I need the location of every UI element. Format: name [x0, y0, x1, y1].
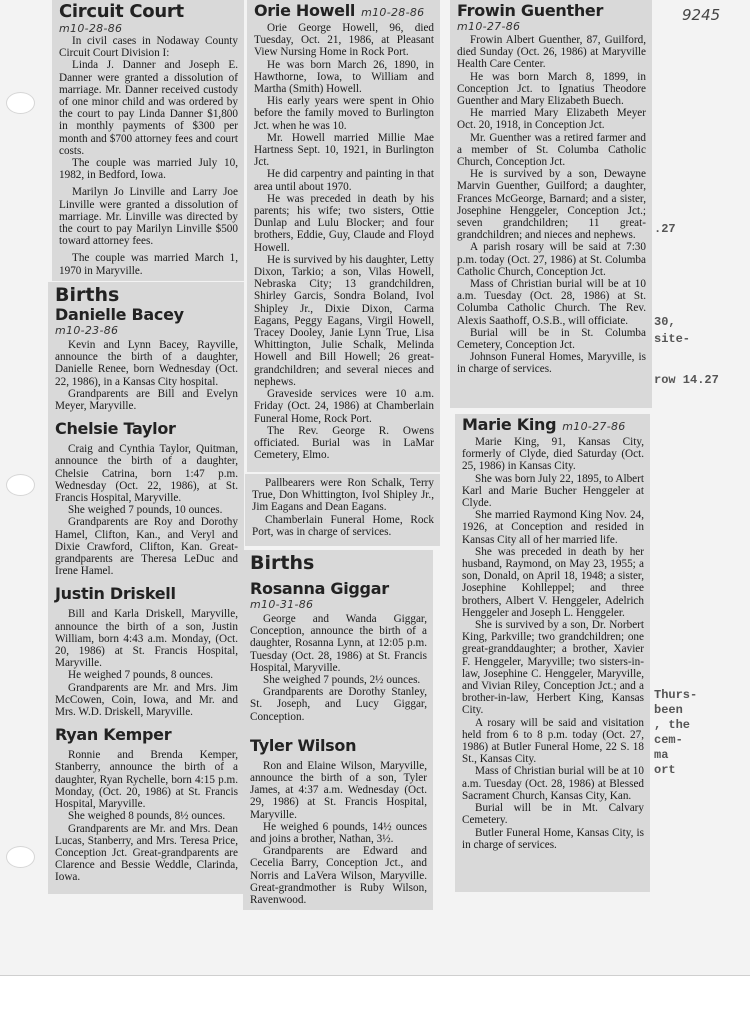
paragraph: Chamberlain Funeral Home, Rock Port, was in charge of services. — [252, 513, 434, 538]
paragraph: Pallbearers were Ron Schalk, Terry True, Don Whittington, Ivol Shipley Jr., Jim Eagans and Dean Eagans. — [252, 477, 434, 514]
paragraph: She weighed 7 pounds, 2½ ounces. — [263, 674, 421, 687]
section-heading: Births — [250, 552, 315, 574]
heading: Tyler Wilson — [250, 735, 357, 755]
paragraph: Grandparents are Roy and Dorothy Hamel, Clifton, Kan., and Veryl and Dixie Crawford, Clifton, Kan. Great-grandparents are Theresa LeDuc and Irene Hamel. — [55, 516, 238, 578]
paragraph: Frowin Albert Guenther, 87, Guilford, died Sunday (Oct. 26, 1986) at Maryville Health Care Center. — [457, 34, 646, 71]
paragraph: Grandparents are Edward and Cecelia Barry, Conception Jct., and Norris and LaVera Wilson, Maryville. Great-grandmother is Ruby Wilson, Ravenwood. — [250, 845, 427, 907]
paragraph: Grandparents are Mr. and Mrs. Dean Lucas, Stanberry, and Mrs. Teresa Price, Conception Jct. Great-grandparents are Clarence and Bessie Weddle, Clarinda, Iowa. — [55, 822, 238, 884]
section-heading: Births — [55, 284, 120, 306]
article-body — [250, 613, 427, 723]
paragraph: She was preceded in death by her husband, Raymond, on May 23, 1955; a son, Donald, on April 18, 1948; a sister, Josephine Kohlleppel; and three brothers, Albert V. Henggeler, Adelrich Henggeler and Joseph L. Henggeler. — [462, 545, 644, 619]
paragraph: Grandparents are Bill and Evelyn Meyer, Maryville. — [55, 387, 238, 413]
article-body — [59, 186, 238, 247]
paragraph: The Rev. George R. Owens officiated. Burial was in LaMar Cemetery, Elmo. — [254, 424, 434, 462]
clipping-frowin-guenther — [450, 0, 652, 408]
article-body — [462, 436, 644, 851]
paragraph: In civil cases in Nodaway County Circuit Court Division I: — [59, 35, 238, 60]
article-body — [55, 339, 238, 412]
paragraph: She married Raymond King Nov. 24, 1926, at Conception and resided in Kansas City all of her married life. — [462, 509, 644, 546]
margin-fragment: ort — [654, 763, 676, 777]
heading-row — [254, 2, 434, 20]
heading: Chelsie Taylor — [55, 419, 176, 439]
margin-fragment: been — [654, 703, 683, 717]
heading: Danielle Bacey — [55, 305, 184, 324]
margin-fragment: 30, — [654, 315, 676, 329]
paragraph: Craig and Cynthia Taylor, Quitman, announce the birth of a daughter, Chelsie Catrina, born 1:47 p.m. Wednesday (Oct. 22, 1986), at St. Francis Hospital, Maryville. — [55, 443, 238, 505]
paragraph: The couple was married July 10, 1982, in Bedford, Iowa. — [59, 157, 238, 182]
handwritten-date-note: m10-23-86 — [55, 324, 119, 337]
paragraph: A rosary will be said and visitation held from 6 to 8 p.m. today (Oct. 27, 1986) at Butler Funeral Home, 22 S. 18 St., Kansas City. — [462, 716, 644, 766]
paragraph: His early years were spent in Ohio before the family moved to Burlington Jct. when he was 10. — [254, 95, 434, 132]
paragraph: Burial will be in St. Columba Cemetery, Conception Jct. — [457, 326, 646, 352]
paragraph: He was born March 8, 1899, in Conception Jct. to Ignatius Theodore Guenther and Mary Elizabeth Buech. — [457, 70, 646, 108]
clipping-births-left — [48, 282, 244, 894]
heading: Rosanna Giggar — [250, 579, 389, 598]
paragraph: Ronnie and Brenda Kemper, Stanberry, announce the birth of a daughter, Ryan Rychelle, born 4:15 p.m. Monday, (Oct. 20, 1986) at St. Francis Hospital, Maryville. — [55, 749, 238, 811]
article-body — [55, 443, 238, 577]
margin-fragment: site- — [654, 332, 691, 346]
punch-hole — [6, 846, 35, 868]
heading-row — [462, 416, 644, 434]
handwritten-date-note: m10-28-86 — [59, 22, 123, 35]
paragraph: Burial will be in Mt. Calvary Cemetery. — [462, 802, 644, 827]
paragraph: Graveside services were 10 a.m. Friday (Oct. 24, 1986) at Chamberlain Funeral Home, Rock Port. — [254, 388, 434, 425]
margin-fragment: row 14.27 — [654, 373, 719, 387]
article-body — [55, 608, 238, 718]
paragraph: Mass of Christian burial will be at 10 a.m. Tuesday (Oct. 28, 1986) at Blessed Sacrament Church, Kansas City, Kan. — [462, 765, 644, 802]
paragraph: The couple was married March 1, 1970 in Maryville. — [59, 252, 238, 277]
paragraph: She weighed 7 pounds, 10 ounces. — [68, 504, 223, 517]
paragraph: Grandparents are Mr. and Mrs. Jim McCowen, Coin, Iowa, and Mr. and Mrs. W.D. Driskell, Maryville. — [55, 681, 238, 719]
paragraph: He did carpentry and painting in that area until about 1970. — [254, 168, 434, 193]
paragraph: She weighed 8 pounds, 8½ ounces. — [68, 810, 226, 823]
paragraph: He married Mary Elizabeth Meyer Oct. 20, 1918, in Conception Jct. — [457, 107, 646, 132]
paragraph: He weighed 7 pounds, 8 ounces. — [68, 669, 214, 682]
paragraph: Mr. Howell married Millie Mae Hartness Sept. 10, 1921, in Burlington Jct. — [254, 131, 434, 169]
paragraph: George and Wanda Giggar, Conception, announce the birth of a daughter, Rosanna Lynn, at 12:05 p.m. Tuesday (Oct. 28, 1986) at St. Francis Hospital, Maryville. — [250, 613, 427, 674]
paragraph: Marilyn Jo Linville and Larry Joe Linville were granted a dissolution of marriage. Mr. Linville was directed by the court to pay Marilyn Linville $500 toward attorney fees. — [59, 186, 238, 248]
handwritten-date-note: m10-27-86 — [457, 20, 521, 33]
heading: Justin Driskell — [55, 584, 176, 604]
paragraph: He weighed 6 pounds, 14½ ounces and joins a brother, Nathan, 3½. — [250, 820, 427, 846]
article-body — [59, 35, 238, 181]
handwritten-page-number: 9245 — [682, 6, 721, 24]
paragraph: Ron and Elaine Wilson, Maryville, announce the birth of a son, Tyler James, at 4:37 a.m. Wednesday (Oct. 29, 1986) at St. Francis Hospital, Maryville. — [250, 759, 427, 821]
paragraph: Grandparents are Dorothy Stanley, St. Joseph, and Lucy Giggar, Conception. — [250, 686, 427, 723]
heading-row — [55, 306, 238, 337]
paragraph: She is survived by a son, Dr. Norbert King, Parkville; two grandchildren; one great-granddaughter; a brother, Xavier F. Henggeler, Maryville; two sisters-in-law, Josephine C. Henggeler, Maryville, and Vivian Riley, Conception Jct.; and a brother-in-law, Herbert King, Kansas City. — [462, 619, 644, 717]
paragraph: She was born July 22, 1895, to Albert Karl and Marie Bucher Henggeler at Clyde. — [462, 472, 644, 510]
margin-fragment: ma — [654, 748, 669, 762]
article-body — [250, 760, 427, 906]
article-body — [55, 749, 238, 883]
handwritten-date-note: m10-31-86 — [250, 598, 314, 611]
heading: Ryan Kemper — [55, 725, 172, 745]
margin-fragment: Thurs- — [654, 688, 698, 702]
clipping-circuit-court — [52, 0, 244, 281]
clipping-marie-king — [455, 414, 650, 892]
handwritten-date-note: m10-28-86 — [361, 6, 425, 19]
margin-fragment: , the — [654, 718, 691, 732]
punch-hole — [6, 92, 35, 114]
paragraph: Marie King, 91, Kansas City, formerly of Clyde, died Saturday (Oct. 25, 1986) in Kansas City. — [462, 436, 644, 473]
heading: Circuit Court — [59, 1, 184, 22]
paragraph: Butler Funeral Home, Kansas City, is in charge of services. — [462, 826, 644, 851]
paragraph: A parish rosary will be said at 7:30 p.m. today (Oct. 27, 1986) at St. Columba Catholic Church, Conception Jct. — [457, 241, 646, 278]
paragraph: He is survived by a son, Dewayne Marvin Guenther, Guilford; a daughter, Frances McGeorge, Barnard; and a sister, Josephine Henggeler, Conception Jct.; seven grandchildren; 11 great-grandchildren; and nieces and nephews. — [457, 168, 646, 242]
heading-row — [250, 580, 427, 611]
clipping-orie-howell-continued — [245, 474, 440, 546]
article-body — [59, 252, 238, 276]
paragraph: He was born March 26, 1890, in Hawthorne, Iowa, to William and Martha (Smith) Howell. — [254, 58, 434, 96]
article-body — [254, 22, 434, 461]
heading-row — [59, 2, 238, 35]
heading: Orie Howell — [254, 1, 356, 20]
heading: Marie King — [462, 415, 557, 434]
paragraph: Johnson Funeral Homes, Maryville, is in charge of services. — [457, 351, 646, 376]
paragraph: Bill and Karla Driskell, Maryville, announce the birth of a son, Justin William, born 4:43 a.m. Monday, (Oct. 20, 1986) at St. Francis Hospital, Maryville. — [55, 608, 238, 670]
margin-fragment: .27 — [654, 222, 676, 236]
paragraph: Mass of Christian burial will be at 10 a.m. Tuesday (Oct. 28, 1986) at St. Columba Catholic Church. The Rev. Alexis Saathoff, O.S.B., will officiate. — [457, 278, 646, 327]
heading: Frowin Guenther — [457, 1, 604, 20]
paragraph: Linda J. Danner and Joseph E. Danner were granted a dissolution of marriage. Mr. Danner received custody of one minor child and was ordered by the court to pay Linda Danner $1,800 in monthly payments of $300 per month and $700 attorney fees and court costs. — [59, 59, 238, 157]
paragraph: Kevin and Lynn Bacey, Rayville, announce the birth of a daughter, Danielle Renee, born Wednesday (Oct. 22, 1986), in a Kansas City hospital. — [55, 339, 238, 388]
paragraph: He was preceded in death by his parents; his wife; two sisters, Ottie Dunlap and Lulu Blocker; and four brothers, Eddie, Guy, Claude and Floyd Howell. — [254, 192, 434, 254]
paragraph: Mr. Guenther was a retired farmer and a member of St. Columba Catholic Church, Conception Jct. — [457, 131, 646, 169]
paragraph: Orie George Howell, 96, died Tuesday, Oct. 21, 1986, at Pleasant View Nursing Home in Rock Port. — [254, 22, 434, 59]
paragraph: He is survived by his daughter, Letty Dixon, Tarkio; a son, Vilas Howell, Nebraska City; 13 grandchildren, Shirley Garcis, Sondra Boland, Ivol Shipley Jr., Dixie Dixon, Carma Eagans, Peggy Eagans, Virgil Howell, Tracey Dooley, Janie Lynn True, Lisa Whittington, Julie Schalk, Melinda Howell and Bill Howell; 26 great-grandchildren; and several nieces and nephews. — [254, 253, 434, 388]
article-body — [252, 477, 434, 538]
heading-row — [457, 2, 646, 33]
article-body — [457, 34, 646, 376]
clipping-births-middle — [243, 550, 433, 910]
clipping-orie-howell — [247, 0, 440, 472]
handwritten-date-note: m10-27-86 — [562, 420, 626, 433]
punch-hole — [6, 474, 35, 496]
margin-fragment: cem- — [654, 733, 683, 747]
